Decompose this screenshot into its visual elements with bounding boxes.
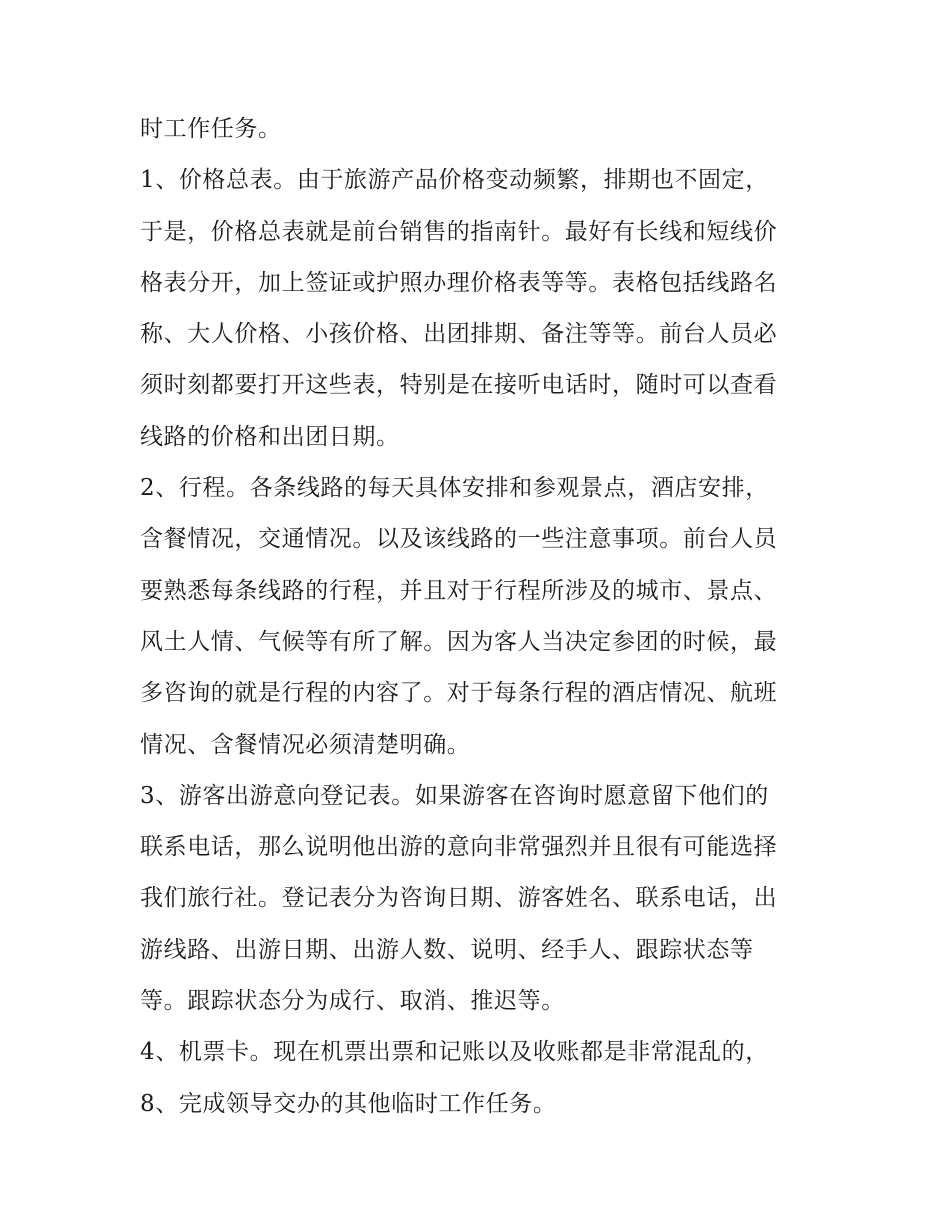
text-line: 等。跟踪状态分为成行、取消、推迟等。 (140, 988, 565, 1015)
text-line: 称、大人价格、小孩价格、出团排期、备注等等。前台人员必 (140, 321, 778, 348)
text-line: 于是，价格总表就是前台销售的指南针。最好有长线和短线价 (140, 218, 778, 245)
text-line: 线路的价格和出团日期。 (140, 423, 400, 450)
text-line: 格表分开，加上签证或护照办理价格表等等。表格包括线路名 (140, 269, 778, 296)
text-line: 风土人情、气候等有所了解。因为客人当决定参团的时候，最 (140, 628, 778, 655)
text-line: 4、机票卡。现在机票出票和记账以及收账都是非常混乱的， (140, 1039, 769, 1066)
text-line: 1、价格总表。由于旅游产品价格变动频繁，排期也不固定， (140, 167, 769, 194)
text-line: 要熟悉每条线路的行程，并且对于行程所涉及的城市、景点、 (140, 577, 778, 604)
text-line: 2、行程。各条线路的每天具体安排和参观景点，酒店安排， (140, 475, 769, 502)
text-line: 我们旅行社。登记表分为咨询日期、游客姓名、联系电话，出 (140, 885, 778, 912)
text-line: 含餐情况，交通情况。以及该线路的一些注意事项。前台人员 (140, 526, 778, 553)
text-line: 3、游客出游意向登记表。如果游客在咨询时愿意留下他们的 (140, 782, 769, 809)
text-line: 游线路、出游日期、出游人数、说明、经手人、跟踪状态等 (140, 936, 754, 963)
text-line: 联系电话，那么说明他出游的意向非常强烈并且很有可能选择 (140, 834, 778, 861)
text-line: 情况、含餐情况必须清楚明确。 (140, 731, 471, 758)
text-line: 8、完成领导交办的其他临时工作任务。 (140, 1090, 557, 1117)
text-line: 须时刻都要打开这些表，特别是在接听电话时，随时可以查看 (140, 372, 778, 399)
text-line: 多咨询的就是行程的内容了。对于每条行程的酒店情况、航班 (140, 680, 778, 707)
document-body (140, 104, 815, 1130)
text-line: 时工作任务。 (140, 116, 282, 142)
